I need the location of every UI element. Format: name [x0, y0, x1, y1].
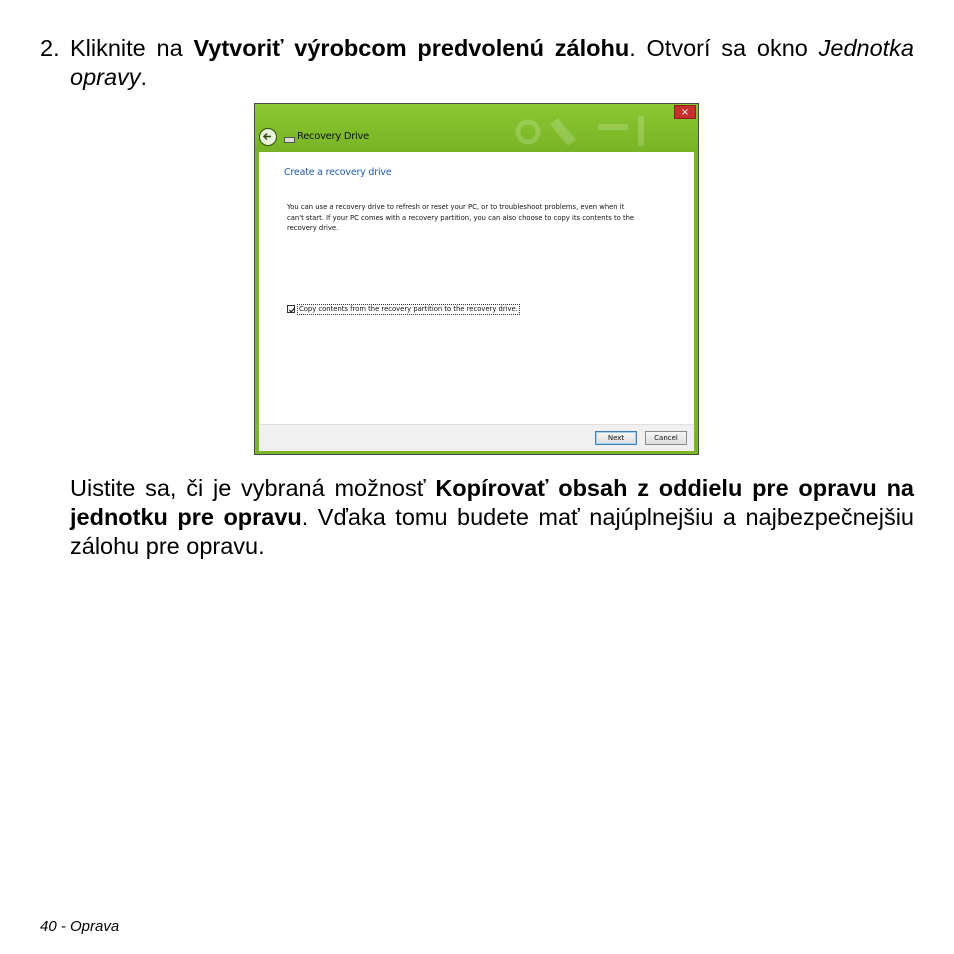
page-footer-label: 40 - Oprava	[40, 918, 120, 935]
dialog-title: Recovery Drive	[297, 131, 370, 142]
cancel-button[interactable]: Cancel	[645, 431, 687, 445]
note-text-2: . Vďaka tomu budete mať najúplnejšiu a najbezpečnejšiu zálohu pre opravu.	[70, 504, 914, 559]
dialog-footer	[259, 424, 694, 451]
step-bold-option: Vytvoriť výrobcom predvolenú zálohu	[193, 35, 630, 61]
dialog-titlebar	[255, 104, 698, 152]
drive-icon	[284, 137, 295, 143]
step-italic-window: Jednotka opravy	[70, 35, 915, 90]
recovery-drive-dialog-screenshot	[254, 103, 699, 455]
dialog-content	[259, 152, 694, 424]
note-bold-option: Kopírovať obsah z oddielu pre opravu na jednotku pre opravu	[70, 475, 914, 530]
note-paragraph	[70, 474, 914, 561]
next-button[interactable]: Next	[595, 431, 637, 445]
copy-contents-checkbox[interactable]	[287, 305, 295, 313]
back-button[interactable]	[259, 128, 277, 146]
step-text-1: Kliknite na	[70, 35, 194, 61]
step-text	[70, 34, 914, 92]
close-button[interactable]: ×	[674, 105, 696, 119]
back-arrow-icon	[262, 131, 273, 142]
dialog-description: You can use a recovery drive to refresh or reset your PC, or to troubleshoot problems, even when it can't start. If your PC comes with a recovery partition, you can also choose to copy its contents to the recovery drive.	[287, 203, 635, 232]
step-2-paragraph	[40, 34, 914, 92]
copy-contents-option[interactable]	[287, 303, 520, 315]
copy-contents-label[interactable]: Copy contents from the recovery partition to the recovery drive.	[299, 304, 518, 313]
titlebar-decoration-icon	[508, 110, 668, 150]
step-number: 2.	[40, 35, 60, 61]
note-text-1: Uistite sa, či je vybraná možnosť	[70, 475, 436, 501]
step-text-3: .	[140, 64, 148, 90]
dialog-heading: Create a recovery drive	[284, 167, 392, 178]
checkmark-icon	[288, 306, 296, 314]
step-text-2: . Otvorí sa okno	[629, 35, 819, 61]
